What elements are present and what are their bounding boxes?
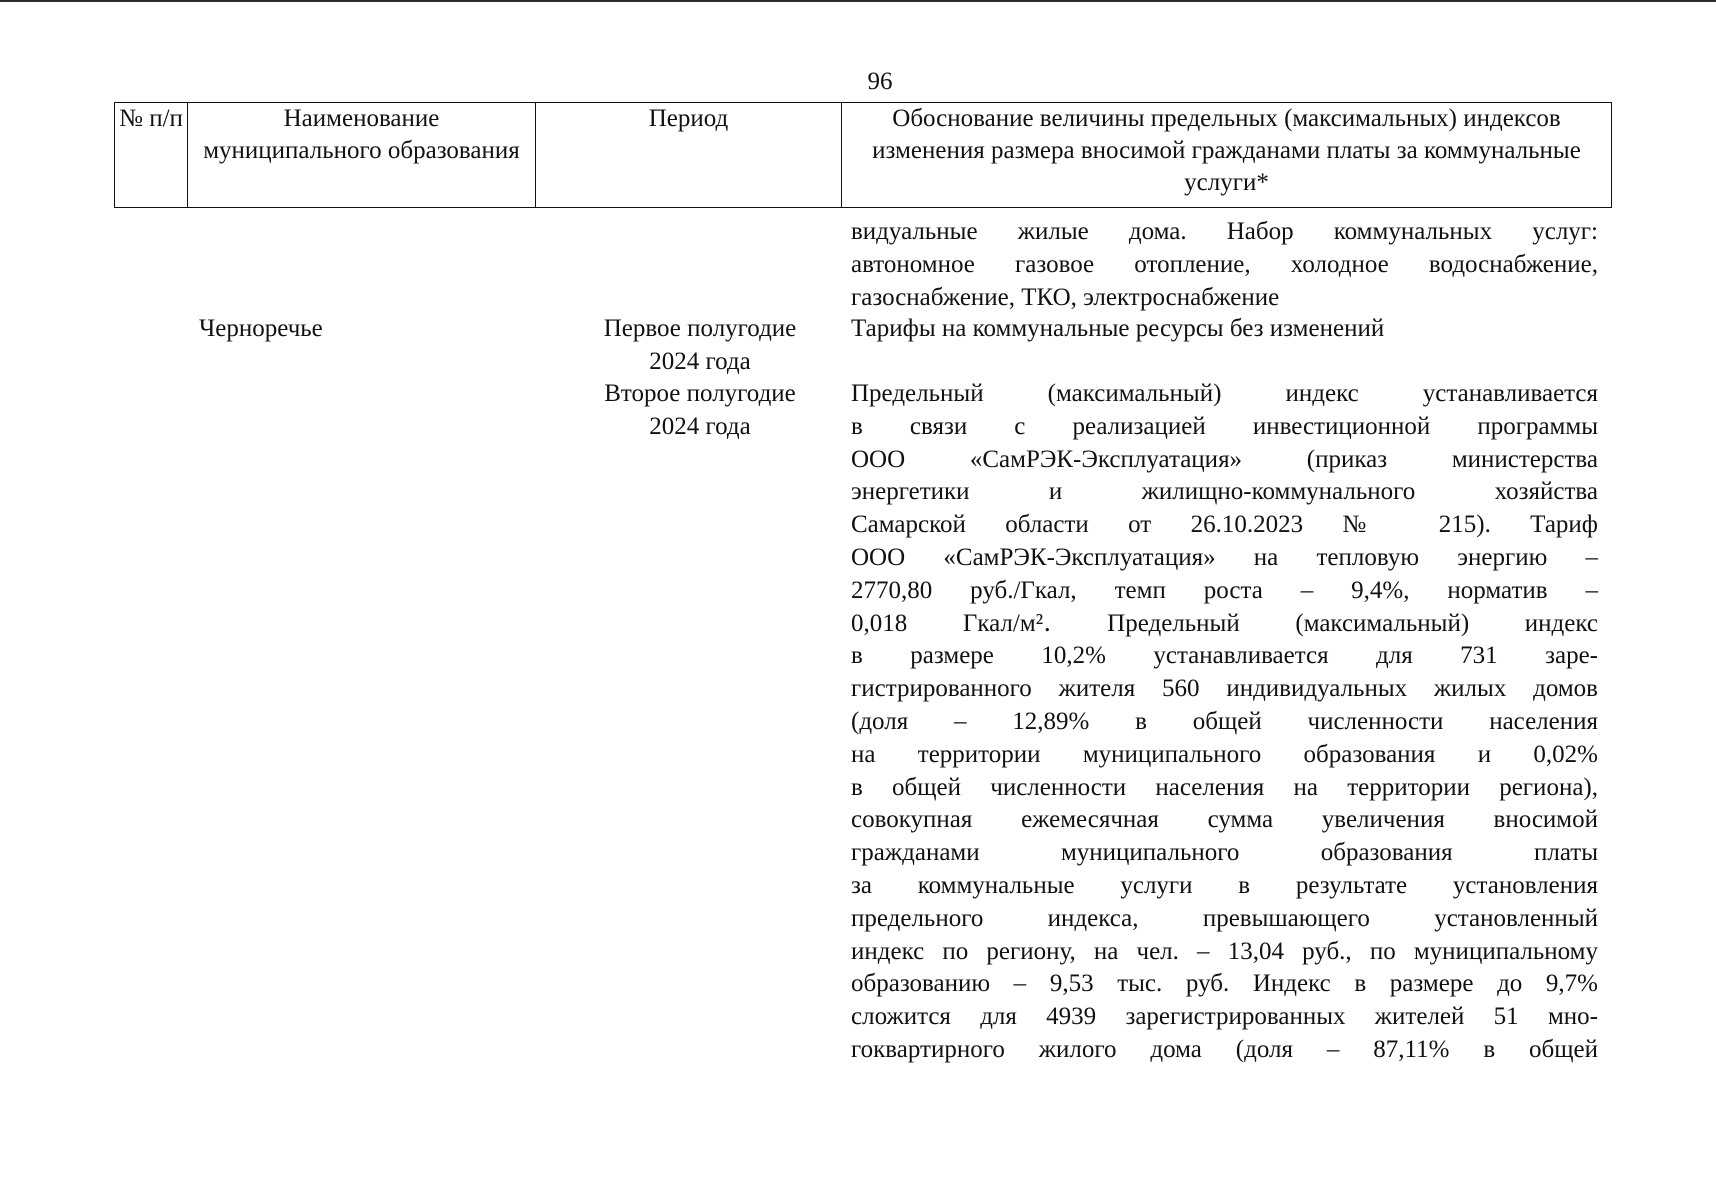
municipality-name: Черноречье	[199, 315, 323, 342]
page-number: 96	[867, 68, 893, 95]
continuation-line: видуальные жилые дома. Набор коммунальных услуг:	[851, 218, 1598, 245]
justification-line: Самарской области от 26.10.2023 № 215). Тариф	[851, 511, 1598, 539]
justification-line: Предельный (максимальный) индекс устанавливается	[851, 380, 1598, 407]
period-label: Первое полугодие	[603, 315, 797, 342]
header-cell-number: № п/п	[115, 103, 188, 208]
justification-line: гистрированного жителя 560 индивидуальных жилых домов	[851, 675, 1598, 703]
header-cell-period: Период	[536, 103, 842, 208]
continuation-line: автономное газовое отопление, холодное водоснабжение,	[851, 250, 1598, 278]
justification-line: образованию – 9,53 тыс. руб. Индекс в размере до 9,7%	[851, 970, 1598, 998]
justification-line: (доля – 12,89% в общей численности населения	[851, 707, 1598, 735]
page-top-border	[0, 0, 1716, 2]
justification-first-half: Тарифы на коммунальные ресурсы без изменений	[851, 315, 1385, 342]
justification-line: в общей численности населения на территории региона),	[851, 773, 1598, 801]
continuation-line: газоснабжение, ТКО, электроснабжение	[851, 283, 1280, 311]
justification-line: сложится для 4939 зарегистрированных жителей 51 мно-	[851, 1003, 1598, 1031]
justification-second-half	[851, 378, 1598, 1067]
justification-line: в связи с реализацией инвестиционной программы	[851, 412, 1598, 440]
justification-line: совокупная ежемесячная сумма увеличения вносимой	[851, 806, 1598, 834]
period-year: 2024 года	[649, 412, 751, 440]
justification-line: индекс по региону, на чел. – 13,04 руб., по муниципальному	[851, 937, 1598, 965]
justification-line: ООО «СамРЭК-Эксплуатация» на тепловую энергию –	[851, 543, 1598, 571]
justification-line: энергетики и жилищно-коммунального хозяйства	[851, 478, 1598, 506]
justification-line: 0,018 Гкал/м²․ Предельный (максимальный) индекс	[851, 609, 1598, 637]
justification-line: на территории муниципального образования и 0,02%	[851, 740, 1598, 768]
justification-line: предельного индекса, превышающего установленный	[851, 904, 1598, 932]
justification-line: 2770,80 руб./Гкал, темп роста – 9,4%, норматив –	[851, 576, 1598, 604]
justification-line: ООО «СамРЭК-Эксплуатация» (приказ министерства	[851, 445, 1598, 473]
period-year: 2024 года	[649, 347, 751, 375]
period-label: Второе полугодие	[604, 380, 796, 407]
header-cell-municipality: Наименование муниципального образования	[188, 103, 536, 208]
period-second-half	[560, 378, 840, 444]
period-first-half	[560, 313, 840, 379]
table-header	[114, 102, 1612, 208]
header-cell-justification: Обоснование величины предельных (максимальных) индексов изменения размера вносимой гражданами платы за коммунальные услуги*	[842, 103, 1612, 208]
justification-line: за коммунальные услуги в результате установления	[851, 871, 1598, 899]
continuation-text	[851, 216, 1598, 314]
justification-line: в размере 10,2% устанавливается для 731 заре-	[851, 642, 1598, 670]
justification-line: гражданами муниципального образования платы	[851, 839, 1598, 867]
justification-line: гоквартирного жилого дома (доля – 87,11% в общей	[851, 1035, 1598, 1063]
